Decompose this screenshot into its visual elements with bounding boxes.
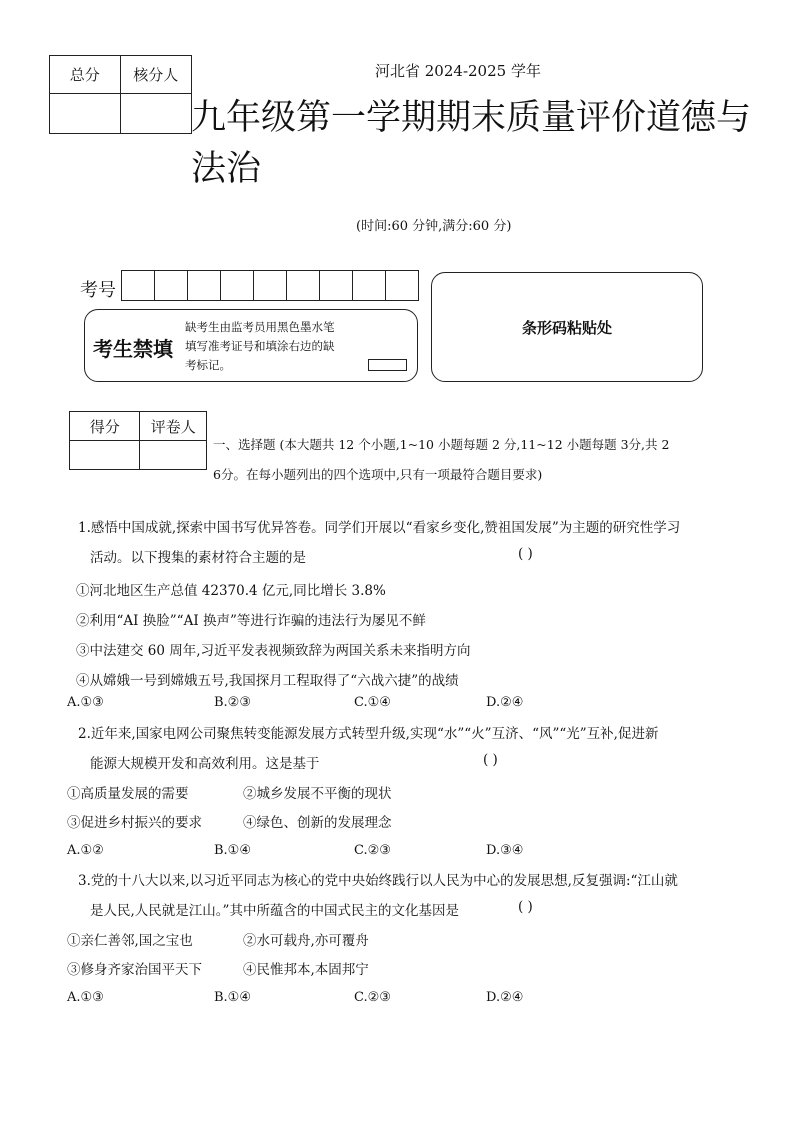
- section-instructions-line: 6分。在每小题列出的四个选项中,只有一项最符合题目要求): [213, 467, 543, 482]
- statement-row: [67, 927, 467, 956]
- grader-header: 评卷人: [140, 412, 207, 441]
- statement-item: ③促进乡村振兴的要求: [67, 815, 202, 831]
- question-1-items: [76, 576, 471, 696]
- question-stem-cont: [78, 546, 680, 576]
- question-stem: 1.感悟中国成就,探索中国书写优异答卷。同学们开展以“看家乡变化,赞祖国发展”为主题的研究性学习: [78, 520, 681, 536]
- statement-item: ③中法建交 60 周年,习近平发表视频致辞为两国关系未来指明方向: [76, 643, 471, 659]
- statement-item: ①亲仁善邻,国之宝也: [67, 933, 193, 949]
- option-a[interactable]: A.①②: [67, 843, 104, 858]
- barcode-label: 条形码粘贴处: [521, 319, 612, 337]
- total-score-cell[interactable]: [50, 94, 121, 134]
- option-a[interactable]: A.①③: [67, 695, 104, 710]
- checker-header: 核分人: [120, 56, 192, 94]
- checker-cell[interactable]: [120, 94, 192, 134]
- statement-item: ④从嫦娥一号到嫦娥五号,我国探月工程取得了“六战六捷”的战绩: [76, 673, 459, 689]
- question-stem-text: 能源大规模开发和高效利用。这是基于: [90, 756, 320, 772]
- notice-text: [185, 318, 335, 375]
- option-a[interactable]: A.①③: [67, 990, 104, 1005]
- exam-id-digit-box[interactable]: [254, 271, 287, 301]
- statement-item: ②水可载舟,亦可覆舟: [243, 933, 369, 949]
- option-c[interactable]: C.②③: [354, 990, 391, 1005]
- option-d[interactable]: D.②④: [486, 695, 524, 710]
- notice-text-line: 考标记。: [185, 358, 231, 372]
- question-3: [78, 869, 678, 929]
- question-stem-text: 是人民,人民就是江山。”其中所蕴含的中国式民主的文化基因是: [90, 903, 459, 919]
- question-stem-cont: [78, 899, 678, 929]
- section-score-table: [69, 411, 207, 470]
- exam-id-digit-box[interactable]: [122, 271, 155, 301]
- notice-text-line: 缺考生由监考员用黑色墨水笔: [185, 320, 335, 334]
- option-c[interactable]: C.②③: [354, 843, 391, 858]
- statement-item: ③修身齐家治国平天下: [67, 962, 202, 978]
- option-c[interactable]: C.①④: [354, 695, 391, 710]
- option-b[interactable]: B.①④: [214, 843, 251, 858]
- option-b[interactable]: B.②③: [214, 695, 251, 710]
- question-stem-text: 活动。以下搜集的素材符合主题的是: [90, 550, 306, 566]
- option-d[interactable]: D.②④: [486, 990, 524, 1005]
- exam-id-digit-box[interactable]: [221, 271, 254, 301]
- answer-parentheses[interactable]: ( ): [483, 752, 498, 768]
- exam-id-label: 考号: [80, 280, 116, 301]
- question-2: [78, 722, 658, 782]
- section-score-cell[interactable]: [70, 441, 140, 470]
- answer-parentheses[interactable]: ( ): [518, 899, 533, 915]
- exam-title-line1: 九年级第一学期期末质量评价道德与: [191, 98, 752, 138]
- absent-mark-box[interactable]: [368, 359, 407, 371]
- exam-id-digit-box[interactable]: [386, 271, 419, 301]
- exam-id-boxes[interactable]: [121, 270, 419, 301]
- answer-parentheses[interactable]: ( ): [518, 546, 533, 562]
- exam-id-digit-box[interactable]: [188, 271, 221, 301]
- statement-item: ④绿色、创新的发展理念: [243, 815, 392, 831]
- statement-row: [67, 956, 467, 985]
- statement-item: ②城乡发展不平衡的现状: [243, 786, 392, 802]
- section-instructions-line: 一、选择题 (本大题共 12 个小题,1~10 小题每题 2 分,11~12 小题每题 3分,共 2: [213, 437, 670, 452]
- notice-text-line: 填写准考证号和填涂右边的缺: [185, 339, 335, 353]
- exam-id-digit-box[interactable]: [320, 271, 353, 301]
- question-1: [78, 516, 680, 576]
- total-score-table: [49, 55, 192, 134]
- statement-item: ④民惟邦本,本固邦宁: [243, 962, 369, 978]
- grader-cell[interactable]: [140, 441, 207, 470]
- question-stem: 3.党的十八大以来,以习近平同志为核心的党中央始终践行以人民为中心的发展思想,反复强调:“江山就: [78, 873, 678, 889]
- statement-item: ①高质量发展的需要: [67, 786, 189, 802]
- question-stem-cont: [78, 752, 658, 782]
- time-info: (时间:60 分钟,满分:60 分): [356, 219, 512, 234]
- section-instructions: [213, 430, 669, 490]
- option-b[interactable]: B.①④: [214, 990, 251, 1005]
- exam-subtitle: 河北省 2024-2025 学年: [375, 62, 541, 80]
- notice-box: [84, 309, 418, 382]
- section-score-header: 得分: [70, 412, 140, 441]
- exam-id-digit-box[interactable]: [155, 271, 188, 301]
- question-3-items: [67, 927, 467, 985]
- statement-row: [67, 780, 467, 809]
- exam-title-line2: 法治: [191, 149, 262, 189]
- exam-id-digit-box[interactable]: [353, 271, 386, 301]
- exam-id-digit-box[interactable]: [287, 271, 320, 301]
- question-stem: 2.近年来,国家电网公司聚焦转变能源发展方式转型升级,实现“水”“火”互济、“风”“光”互补,促进新: [78, 726, 659, 742]
- statement-item: ②利用“AI 换脸”“AI 换声”等进行诈骗的违法行为屡见不鲜: [76, 613, 426, 629]
- barcode-area: [431, 272, 703, 382]
- notice-heading: 考生禁填: [93, 337, 173, 361]
- total-score-header: 总分: [50, 56, 121, 94]
- statement-item: ①河北地区生产总值 42370.4 亿元,同比增长 3.8%: [76, 583, 386, 599]
- option-d[interactable]: D.③④: [486, 843, 524, 858]
- question-2-items: [67, 780, 467, 838]
- statement-row: [67, 809, 467, 838]
